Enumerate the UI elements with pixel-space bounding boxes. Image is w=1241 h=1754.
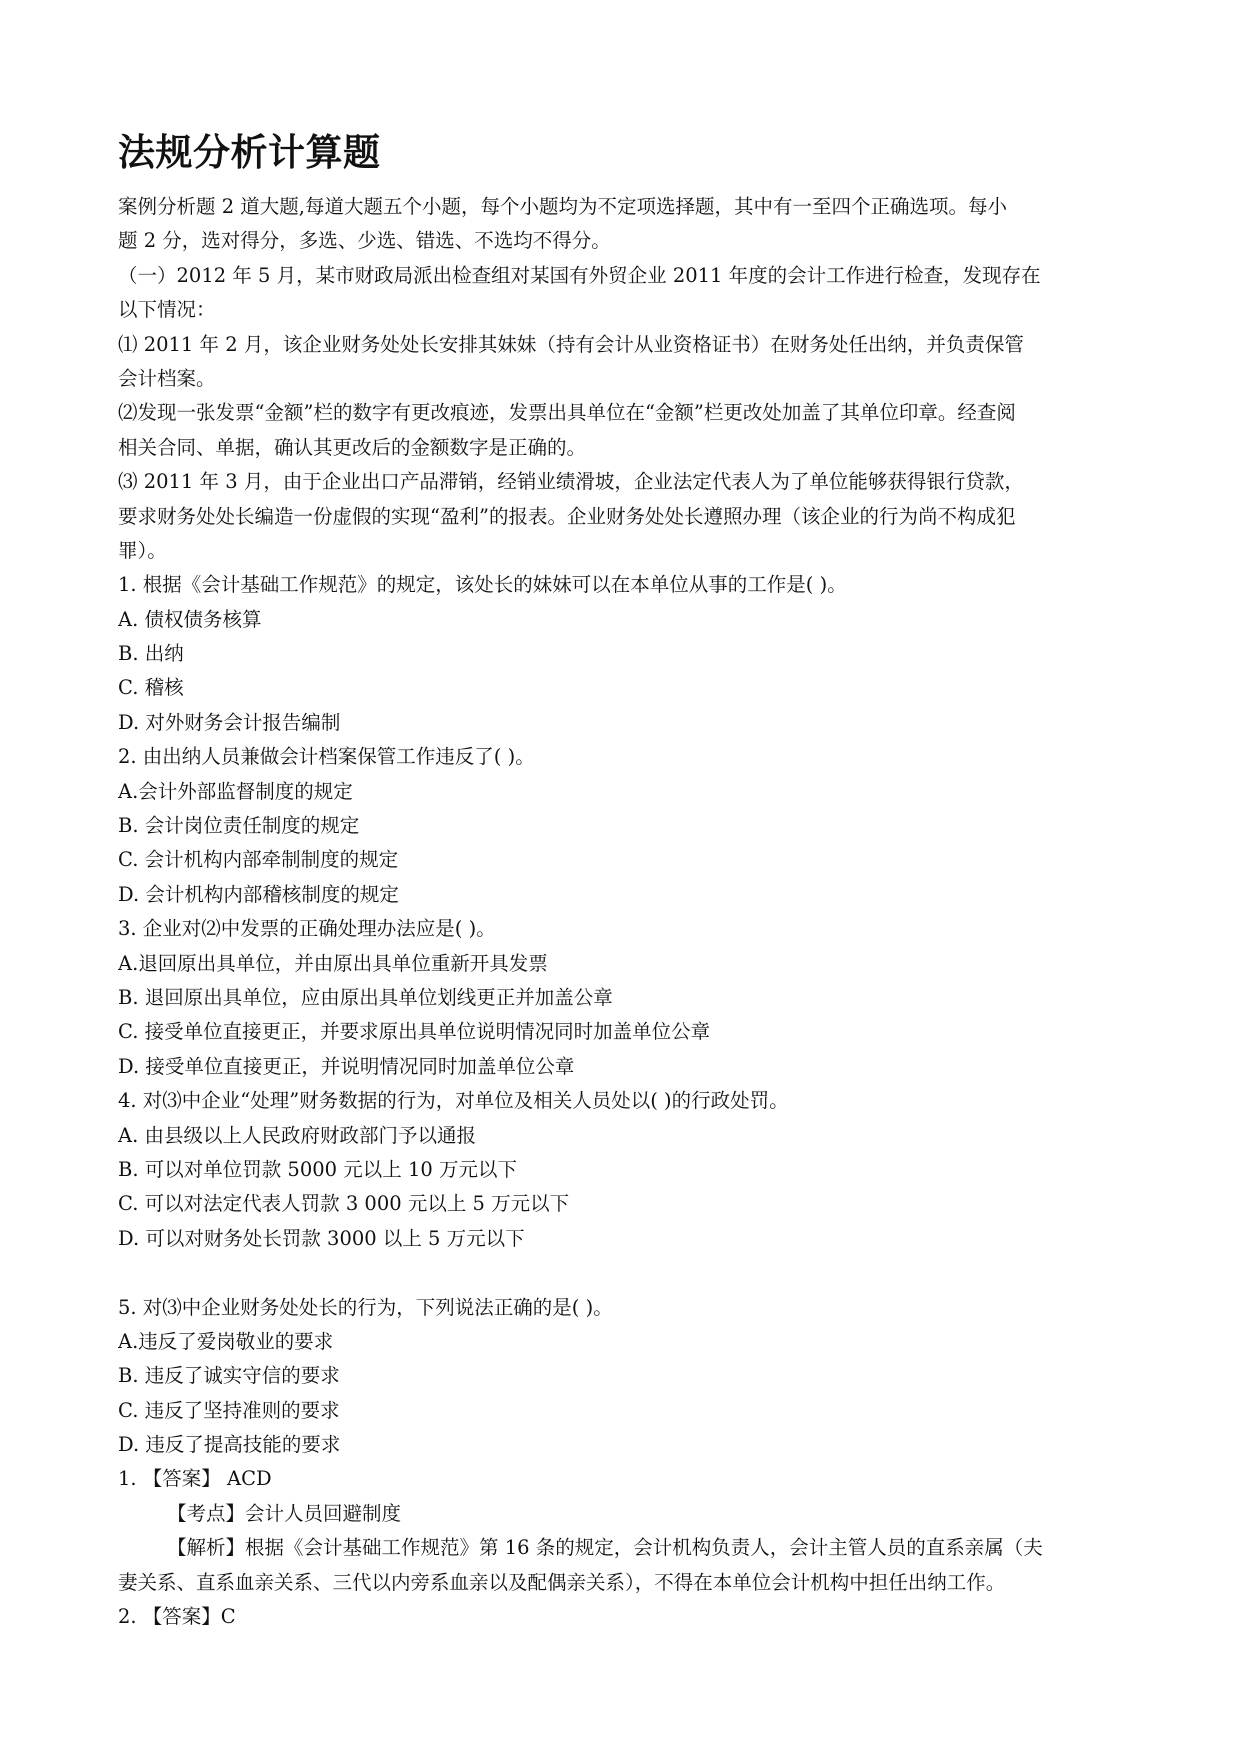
question-2-option-b: B. 会计岗位责任制度的规定 — [118, 814, 360, 838]
situation-3-line-3: 罪）。 — [118, 538, 167, 562]
situation-1-line-2: 会计档案。 — [118, 366, 216, 390]
question-3: 3. 企业对⑵中发票的正确处理办法应是( )。 — [118, 917, 496, 941]
question-2-option-c: C. 会计机构内部牵制制度的规定 — [118, 848, 399, 872]
page-title: 法规分析计算题 — [118, 131, 381, 174]
question-1-option-b: B. 出纳 — [118, 642, 184, 666]
question-3-option-c: C. 接受单位直接更正，并要求原出具单位说明情况同时加盖单位公章 — [118, 1020, 711, 1044]
answer-2: 2. 【答案】C — [118, 1605, 236, 1629]
situation-2-line-2: 相关合同、单据，确认其更改后的金额数字是正确的。 — [118, 435, 587, 459]
question-3-option-a: A.退回原出具单位，并由原出具单位重新开具发票 — [118, 951, 548, 975]
question-1-option-d: D. 对外财务会计报告编制 — [118, 710, 341, 734]
question-4-option-d: D. 可以对财务处长罚款 3000 以上 5 万元以下 — [118, 1226, 525, 1250]
situation-3-line-2: 要求财务处处长编造一份虚假的实现“盈利”的报表。企业财务处处长遵照办理（该企业的行为尚不构成犯 — [118, 504, 1016, 528]
document-body — [118, 190, 1126, 1634]
answer-1-analysis-line-2: 妻关系、直系血亲关系、三代以内旁系血亲以及配偶亲关系），不得在本单位会计机构中担任出纳工作。 — [118, 1570, 1006, 1594]
question-1-option-c: C. 稽核 — [118, 676, 184, 700]
question-2-option-d: D. 会计机构内部稽核制度的规定 — [118, 882, 399, 906]
blank-line — [118, 1256, 1126, 1290]
question-5-option-c: C. 违反了坚持准则的要求 — [118, 1398, 340, 1422]
question-4-option-c: C. 可以对法定代表人罚款 3 000 元以上 5 万元以下 — [118, 1192, 570, 1216]
situation-1-line-1: ⑴ 2011 年 2 月，该企业财务处处长安排其妹妹（持有会计从业资格证书）在财务处任出纳，并负责保管 — [118, 332, 1024, 356]
situation-2-line-1: ⑵发现一张发票“金额”栏的数字有更改痕迹，发票出具单位在“金额”栏更改处加盖了其单位印章。经查阅 — [118, 401, 1016, 425]
question-3-option-d: D. 接受单位直接更正，并说明情况同时加盖单位公章 — [118, 1054, 575, 1078]
question-4-option-a: A. 由县级以上人民政府财政部门予以通报 — [118, 1123, 476, 1147]
question-1-option-a: A. 债权债务核算 — [118, 607, 262, 631]
case-intro-line-2: 以下情况： — [118, 298, 216, 322]
answer-1-key-point: 【考点】会计人员回避制度 — [167, 1501, 402, 1525]
question-3-option-b: B. 退回原出具单位，应由原出具单位划线更正并加盖公章 — [118, 985, 613, 1009]
question-5-option-d: D. 违反了提高技能的要求 — [118, 1433, 341, 1457]
question-1: 1. 根据《会计基础工作规范》的规定，该处长的妹妹可以在本单位从事的工作是( )。 — [118, 573, 847, 597]
intro-line-2: 题 2 分，选对得分，多选、少选、错选、不选均不得分。 — [118, 229, 611, 253]
answer-1-analysis-line-1: 【解析】根据《会计基础工作规范》第 16 条的规定，会计机构负责人，会计主管人员的直系亲属（夫 — [167, 1536, 1043, 1560]
answer-1: 1. 【答案】 ACD — [118, 1467, 272, 1491]
question-5-option-a: A.违反了爱岗敬业的要求 — [118, 1329, 334, 1353]
question-5-option-b: B. 违反了诚实守信的要求 — [118, 1364, 340, 1388]
intro-line-1: 案例分析题 2 道大题,每道大题五个小题，每个小题均为不定项选择题，其中有一至四个正确选项。每小 — [118, 195, 1008, 218]
question-4-option-b: B. 可以对单位罚款 5000 元以上 10 万元以下 — [118, 1157, 517, 1181]
question-5: 5. 对⑶中企业财务处处长的行为，下列说法正确的是( )。 — [118, 1295, 613, 1319]
situation-3-line-1: ⑶ 2011 年 3 月，由于企业出口产品滞销，经销业绩滑坡，企业法定代表人为了单位能够获得银行贷款， — [118, 470, 1024, 494]
case-intro-line-1: （一）2012 年 5 月，某市财政局派出检查组对某国有外贸企业 2011 年度的会计工作进行检查，发现存在 — [118, 263, 1041, 287]
question-2: 2. 由出纳人员兼做会计档案保管工作违反了( )。 — [118, 745, 535, 769]
question-4: 4. 对⑶中企业“处理”财务数据的行为，对单位及相关人员处以( )的行政处罚。 — [118, 1089, 789, 1113]
question-2-option-a: A.会计外部监督制度的规定 — [118, 779, 353, 803]
